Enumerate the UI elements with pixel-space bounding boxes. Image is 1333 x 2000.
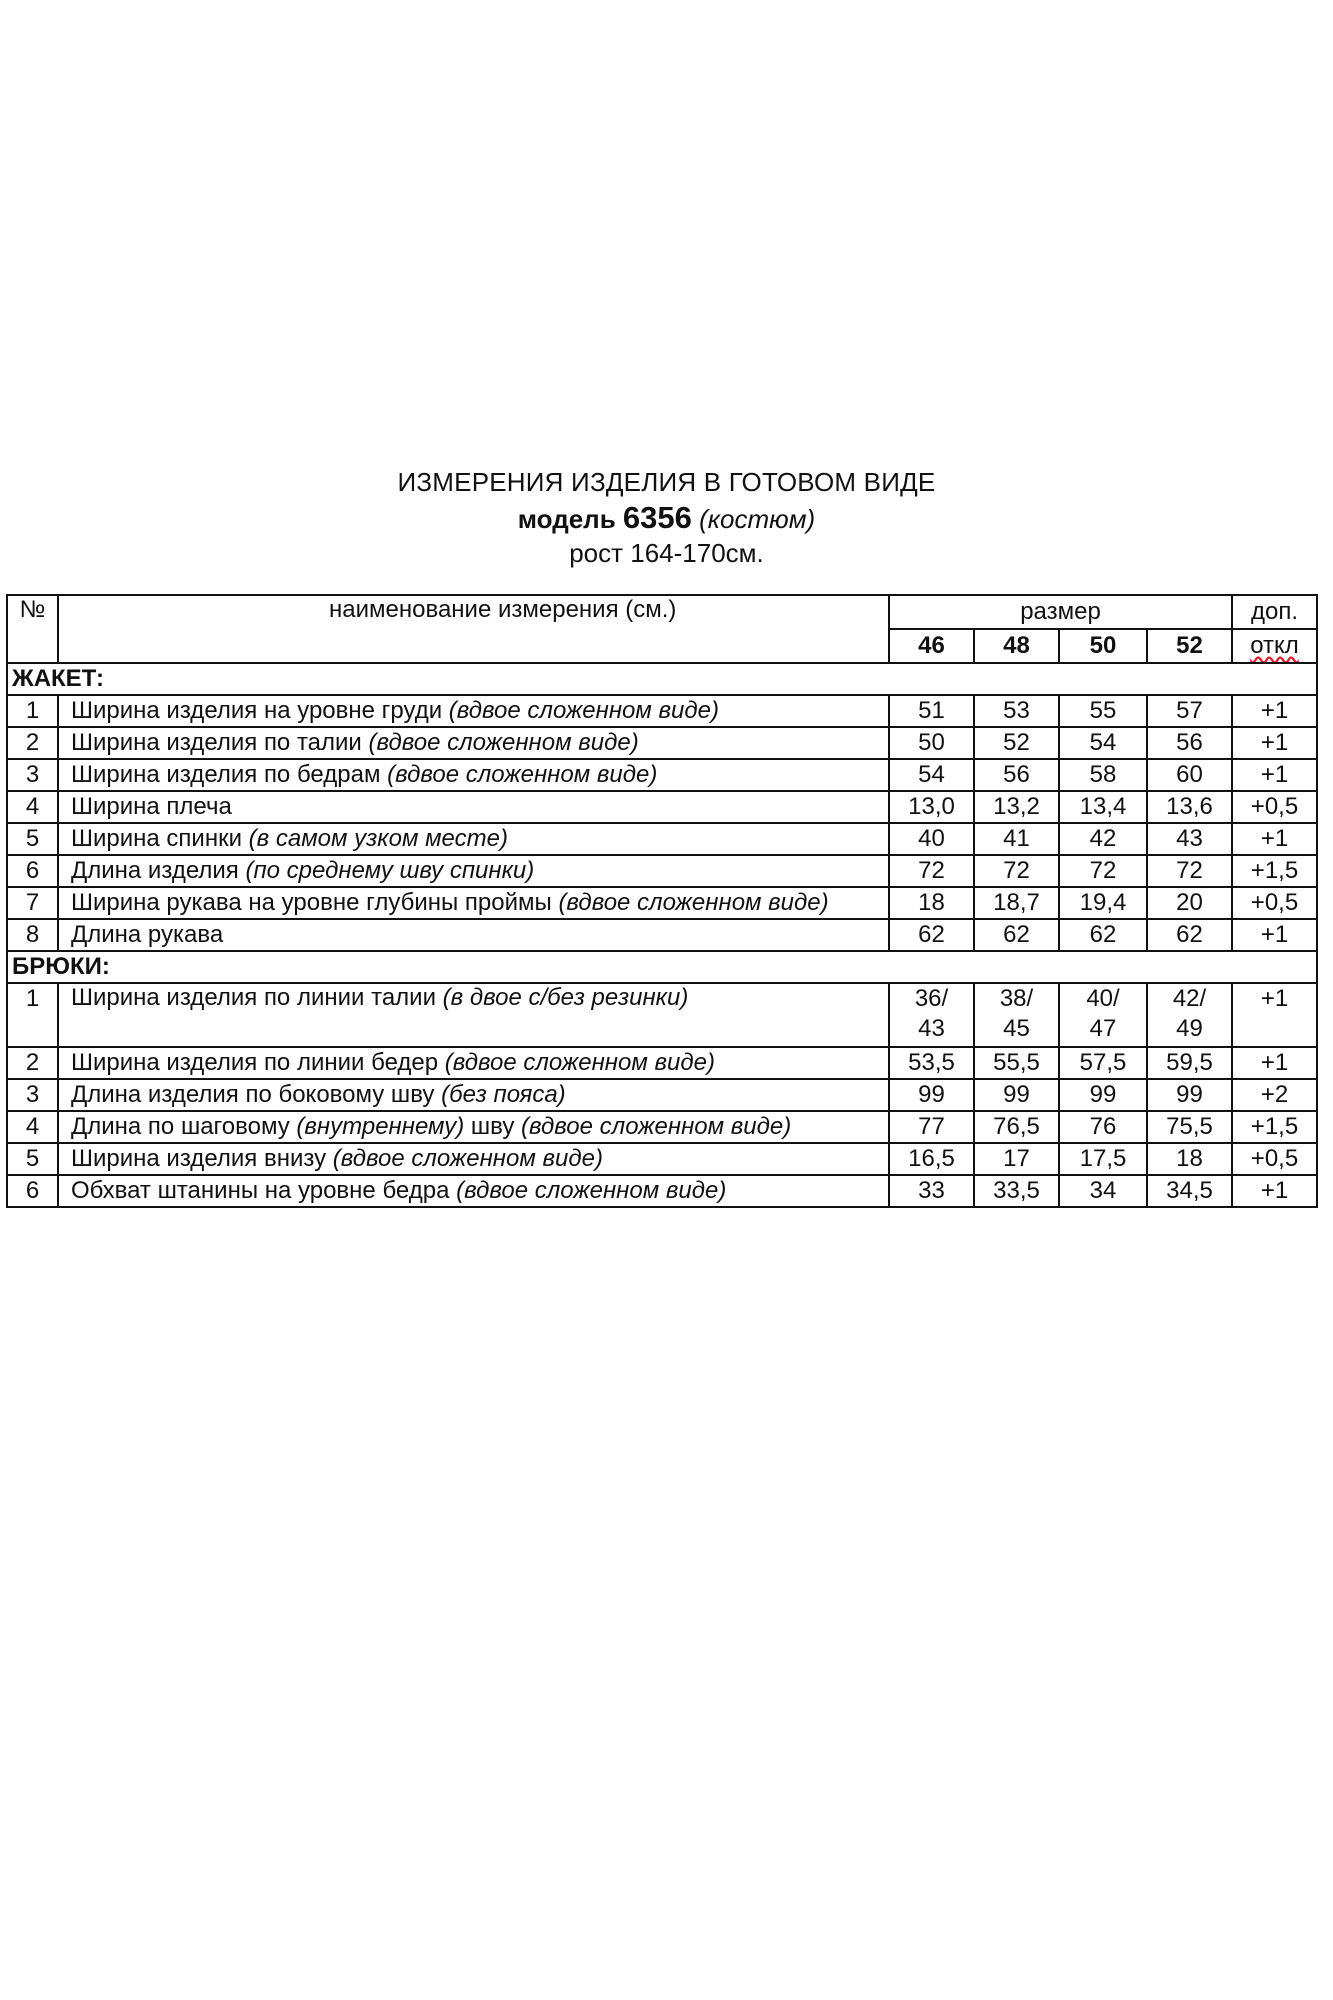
size-value: 72 (1059, 855, 1147, 887)
size-value: 55,5 (974, 1047, 1059, 1079)
measurement-label: Ширина изделия на уровне груди (71, 697, 443, 724)
table-row (7, 983, 1317, 1047)
tolerance-value: +1,5 (1232, 855, 1317, 887)
measurements-table (6, 594, 1318, 1208)
tolerance-value: +1 (1232, 727, 1317, 759)
size-value: 41 (974, 823, 1059, 855)
size-value: 62 (974, 919, 1059, 951)
size-value: 43 (1147, 823, 1232, 855)
section-row (7, 663, 1317, 695)
section-title: ЖАКЕТ: (7, 663, 1317, 695)
size-value: 77 (889, 1111, 974, 1143)
tolerance-value: +1 (1232, 1047, 1317, 1079)
measurement-note: (вдвое сложенном виде) (521, 1113, 792, 1140)
col-number-header: № (7, 595, 58, 663)
row-number: 6 (7, 855, 58, 887)
size-value: 13,0 (889, 791, 974, 823)
size-value: 99 (889, 1079, 974, 1111)
tolerance-value: +1,5 (1232, 1111, 1317, 1143)
size-value: 60 (1147, 759, 1232, 791)
measurement-label: Длина изделия по боковому шву (71, 1081, 435, 1108)
measurement-label: Ширина плеча (71, 793, 232, 820)
row-number: 4 (7, 1111, 58, 1143)
size-value: 99 (1147, 1079, 1232, 1111)
tolerance-abbrev: откл (1250, 632, 1299, 659)
row-number: 2 (7, 1047, 58, 1079)
size-value: 20 (1147, 887, 1232, 919)
size-value: 42/ 49 (1147, 983, 1232, 1047)
row-number: 7 (7, 887, 58, 919)
size-value: 13,4 (1059, 791, 1147, 823)
section-title: БРЮКИ: (7, 951, 1317, 983)
size-value: 62 (1059, 919, 1147, 951)
size-value: 33 (889, 1175, 974, 1207)
size-value: 72 (974, 855, 1059, 887)
size-value: 13,6 (1147, 791, 1232, 823)
col-tolerance-header-1: доп. (1232, 595, 1317, 629)
row-number: 2 (7, 727, 58, 759)
size-value: 40 (889, 823, 974, 855)
table-row (7, 823, 1317, 855)
size-value: 53,5 (889, 1047, 974, 1079)
measurement-note: (вдвое сложенном виде) (558, 889, 829, 916)
measurement-label: Ширина рукава на уровне глубины проймы (71, 889, 552, 916)
size-value: 59,5 (1147, 1047, 1232, 1079)
size-value: 34 (1059, 1175, 1147, 1207)
size-header: 50 (1059, 629, 1147, 663)
table-row (7, 1047, 1317, 1079)
size-value: 53 (974, 695, 1059, 727)
measurement-label: Ширина изделия по линии талии (71, 984, 436, 1011)
size-value: 57 (1147, 695, 1232, 727)
measurement-note: (вдвое сложенном виде) (444, 1049, 715, 1076)
measurement-note: (вдвое сложенном виде) (368, 729, 639, 756)
table-header-row-1 (7, 595, 1317, 629)
tolerance-value: +0,5 (1232, 1143, 1317, 1175)
measurement-note: (в двое с/без резинки) (442, 984, 689, 1011)
measurement-note: (вдвое сложенном виде) (387, 761, 658, 788)
measurement-label: Ширина изделия по талии (71, 729, 362, 756)
measurement-note: (внутреннему) (296, 1113, 465, 1140)
row-number: 4 (7, 791, 58, 823)
size-value: 55 (1059, 695, 1147, 727)
size-value: 50 (889, 727, 974, 759)
measurement-label: Ширина изделия по линии бедер (71, 1049, 439, 1076)
row-number: 1 (7, 695, 58, 727)
measurement-name (58, 1175, 889, 1207)
tolerance-value: +1 (1232, 983, 1317, 1047)
col-tolerance-header-2 (1232, 629, 1317, 663)
row-number: 3 (7, 759, 58, 791)
model-number: 6356 (622, 500, 692, 535)
table-row (7, 1175, 1317, 1207)
height-range: рост 164-170см. (569, 538, 764, 568)
table-row (7, 1143, 1317, 1175)
measurement-label: Ширина изделия по бедрам (71, 761, 381, 788)
table-row (7, 695, 1317, 727)
tolerance-value: +1 (1232, 919, 1317, 951)
size-value: 75,5 (1147, 1111, 1232, 1143)
model-line (0, 500, 1333, 536)
model-kind: (костюм) (699, 504, 816, 534)
tolerance-value: +0,5 (1232, 791, 1317, 823)
tolerance-value: +2 (1232, 1079, 1317, 1111)
measurement-note: (вдвое сложенном виде) (332, 1145, 603, 1172)
row-number: 1 (7, 983, 58, 1047)
table-row (7, 759, 1317, 791)
measurement-note: (по среднему шву спинки) (245, 857, 535, 884)
size-value: 13,2 (974, 791, 1059, 823)
size-header: 48 (974, 629, 1059, 663)
size-value: 38/ 45 (974, 983, 1059, 1047)
row-number: 6 (7, 1175, 58, 1207)
measurement-name (58, 1079, 889, 1111)
measurement-name (58, 1047, 889, 1079)
size-value: 18 (889, 887, 974, 919)
size-value: 76,5 (974, 1111, 1059, 1143)
size-value: 18 (1147, 1143, 1232, 1175)
size-value: 72 (889, 855, 974, 887)
measurement-name (58, 983, 889, 1047)
row-number: 8 (7, 919, 58, 951)
size-value: 17 (974, 1143, 1059, 1175)
col-size-header: размер (889, 595, 1232, 629)
model-label: модель (517, 504, 616, 534)
measurement-label: Обхват штанины на уровне бедра (71, 1177, 450, 1204)
measurement-label: Ширина изделия внизу (71, 1145, 327, 1172)
tolerance-value: +1 (1232, 695, 1317, 727)
table-row (7, 887, 1317, 919)
measurement-note: (вдвое сложенном виде) (448, 697, 719, 724)
size-value: 62 (889, 919, 974, 951)
size-value: 16,5 (889, 1143, 974, 1175)
row-number: 3 (7, 1079, 58, 1111)
measurement-note: (вдвое сложенном виде) (456, 1177, 727, 1204)
measurement-name (58, 1143, 889, 1175)
table-row (7, 727, 1317, 759)
size-value: 57,5 (1059, 1047, 1147, 1079)
measurement-name (58, 855, 889, 887)
measurement-label: Длина рукава (71, 921, 224, 948)
measurement-label: Длина изделия (71, 857, 239, 884)
size-value: 17,5 (1059, 1143, 1147, 1175)
size-value: 76 (1059, 1111, 1147, 1143)
measurement-name (58, 791, 889, 823)
measurement-name (58, 759, 889, 791)
measurement-name (58, 727, 889, 759)
size-value: 40/ 47 (1059, 983, 1147, 1047)
measurement-note: (без пояса) (441, 1081, 566, 1108)
tolerance-value: +1 (1232, 759, 1317, 791)
tolerance-value: +0,5 (1232, 887, 1317, 919)
size-value: 34,5 (1147, 1175, 1232, 1207)
size-header: 46 (889, 629, 974, 663)
size-value: 36/ 43 (889, 983, 974, 1047)
measurement-label: шву (470, 1113, 515, 1140)
measurement-note: (в самом узком месте) (248, 825, 508, 852)
size-value: 56 (1147, 727, 1232, 759)
size-value: 99 (1059, 1079, 1147, 1111)
tolerance-value: +1 (1232, 823, 1317, 855)
size-value: 62 (1147, 919, 1232, 951)
size-value: 54 (889, 759, 974, 791)
table-row (7, 855, 1317, 887)
measurement-label: Ширина спинки (71, 825, 242, 852)
size-value: 52 (974, 727, 1059, 759)
size-value: 19,4 (1059, 887, 1147, 919)
size-value: 72 (1147, 855, 1232, 887)
row-number: 5 (7, 823, 58, 855)
table-row (7, 791, 1317, 823)
measurement-name (58, 695, 889, 727)
size-value: 54 (1059, 727, 1147, 759)
table-row (7, 1079, 1317, 1111)
table-row (7, 919, 1317, 951)
measurement-name (58, 887, 889, 919)
size-value: 58 (1059, 759, 1147, 791)
measurement-name (58, 1111, 889, 1143)
section-row (7, 951, 1317, 983)
col-name-header: наименование измерения (см.) (58, 595, 889, 663)
measurement-name (58, 919, 889, 951)
size-value: 42 (1059, 823, 1147, 855)
measurement-label: Длина по шаговому (71, 1113, 290, 1140)
size-value: 18,7 (974, 887, 1059, 919)
tolerance-value: +1 (1232, 1175, 1317, 1207)
size-value: 56 (974, 759, 1059, 791)
measurement-name (58, 823, 889, 855)
document-title: ИЗМЕРЕНИЯ ИЗДЕЛИЯ В ГОТОВОМ ВИДЕ (397, 467, 936, 497)
table-row (7, 1111, 1317, 1143)
row-number: 5 (7, 1143, 58, 1175)
size-value: 99 (974, 1079, 1059, 1111)
size-value: 33,5 (974, 1175, 1059, 1207)
size-value: 51 (889, 695, 974, 727)
size-header: 52 (1147, 629, 1232, 663)
